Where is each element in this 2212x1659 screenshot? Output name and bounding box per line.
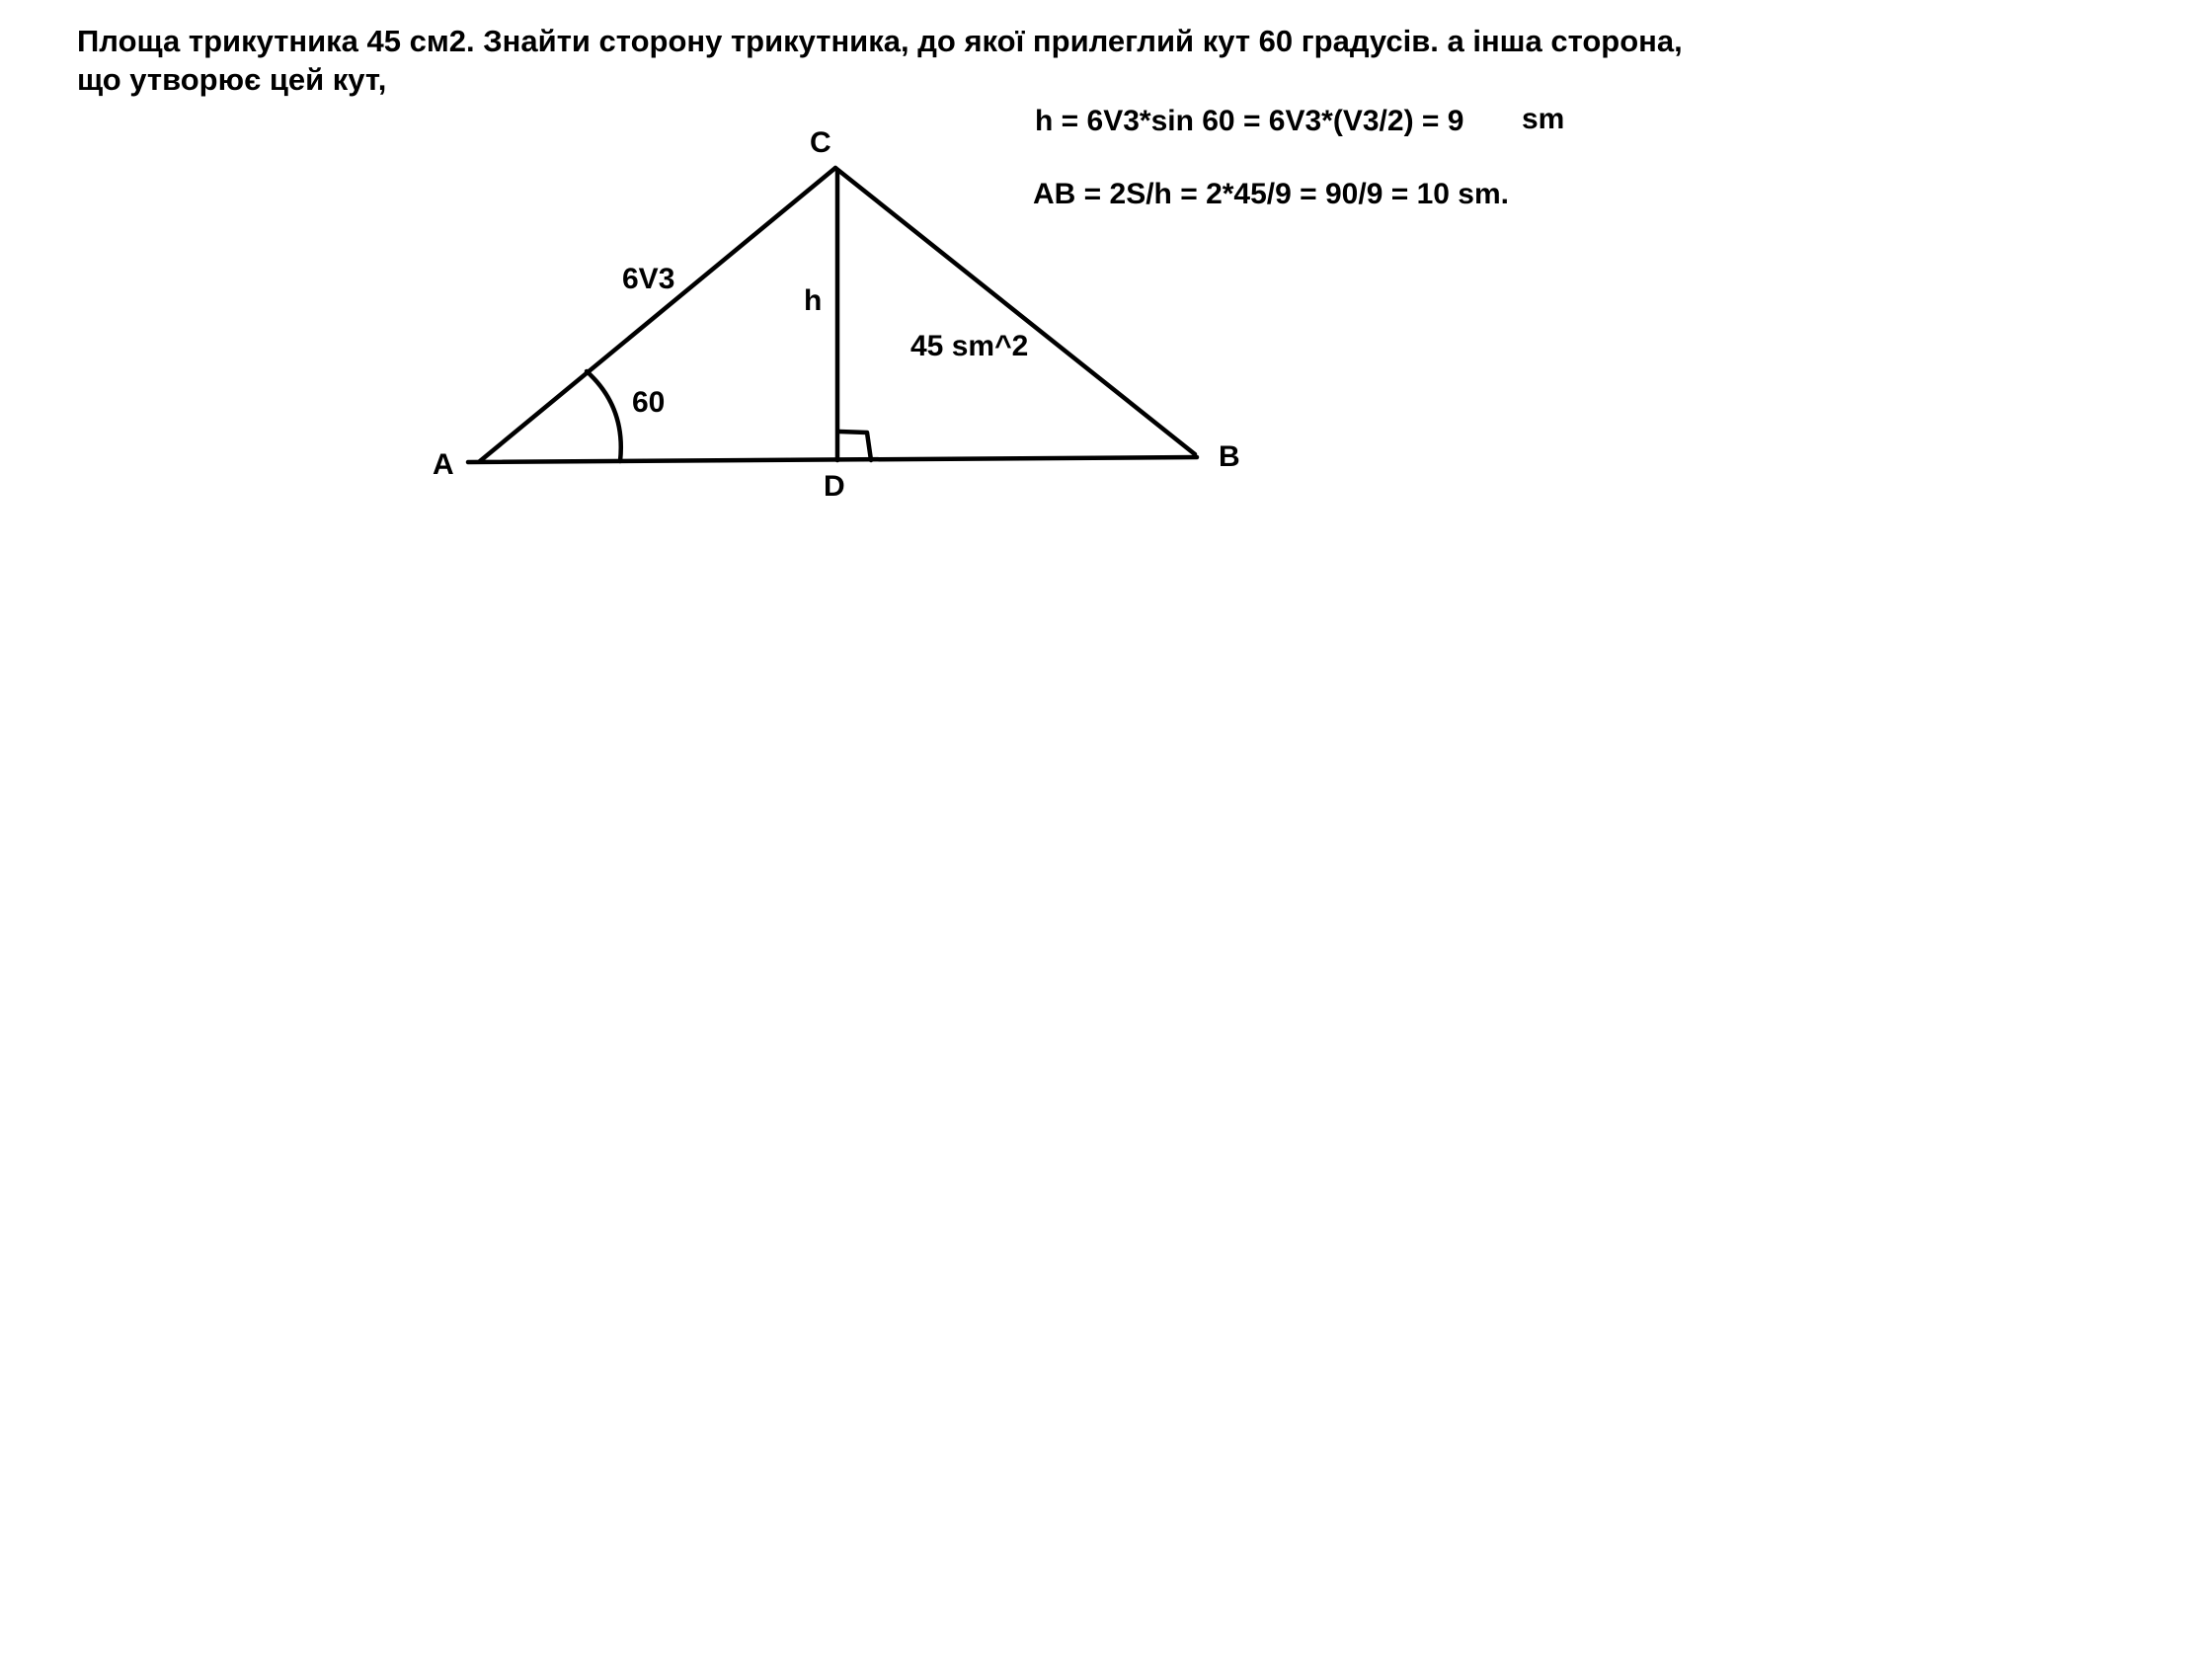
height-label: h bbox=[804, 284, 823, 317]
vertex-d-label: D bbox=[824, 470, 845, 503]
vertex-a-label: A bbox=[433, 448, 454, 481]
right-angle-marker bbox=[839, 432, 871, 460]
side-cb bbox=[835, 168, 1195, 454]
angle-label: 60 bbox=[632, 386, 666, 419]
height-formula: h = 6V3*sin 60 = 6V3*(V3/2) = 9 bbox=[1035, 105, 1464, 137]
problem-line-1: Площа трикутника 45 см2. Знайти сторону трикутника, до якої прилеглий кут 60 градусів. а інша сторона, bbox=[77, 24, 1683, 58]
angle-arc-a bbox=[587, 371, 621, 461]
base-formula: AB = 2S/h = 2*45/9 = 90/9 = 10 sm. bbox=[1033, 178, 1509, 210]
vertex-c-label: C bbox=[810, 126, 831, 159]
area-label: 45 sm^2 bbox=[910, 330, 1029, 362]
side-ab bbox=[468, 457, 1197, 462]
height-unit: sm bbox=[1522, 103, 1565, 135]
side-ac-label: 6V3 bbox=[622, 263, 675, 295]
vertex-b-label: B bbox=[1219, 440, 1240, 473]
problem-line-2: що утворює цей кут, bbox=[77, 62, 387, 97]
